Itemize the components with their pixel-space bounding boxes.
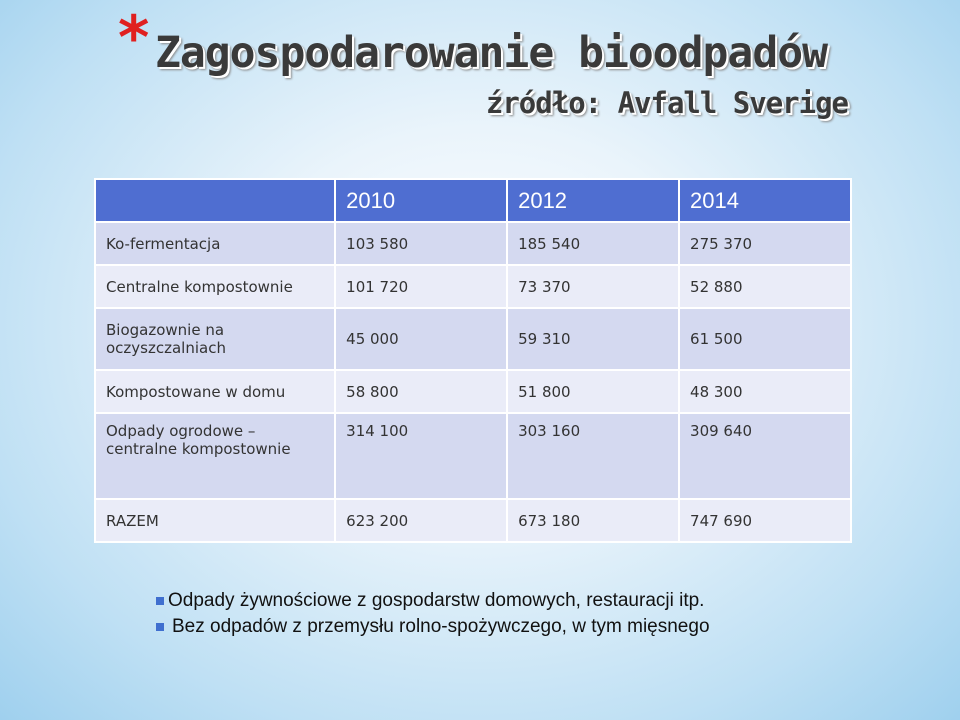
cell-value: 45 000 (335, 308, 507, 370)
table-header-row (95, 179, 851, 222)
cell-value: 747 690 (679, 499, 851, 542)
title-asterisk: * (118, 3, 150, 73)
cell-value: 48 300 (679, 370, 851, 413)
row-label: Biogazownie na oczyszczalniach (95, 308, 335, 370)
table-row (95, 308, 851, 370)
slide-title: Zagospodarowanie bioodpadów (155, 28, 827, 78)
footnote-item (156, 614, 710, 640)
cell-value: 303 160 (507, 413, 679, 499)
cell-value: 51 800 (507, 370, 679, 413)
table-row (95, 413, 851, 499)
cell-value: 52 880 (679, 265, 851, 308)
row-label: Odpady ogrodowe – centralne kompostownie (95, 413, 335, 499)
table-row (95, 370, 851, 413)
cell-value: 73 370 (507, 265, 679, 308)
table-row-total (95, 499, 851, 542)
footnote-text: Odpady żywnościowe z gospodarstw domowych, restauracji itp. (168, 590, 705, 611)
table-header-2012: 2012 (507, 179, 679, 222)
row-label: Centralne kompostownie (95, 265, 335, 308)
cell-value: 309 640 (679, 413, 851, 499)
table-header-2014: 2014 (679, 179, 851, 222)
data-table (94, 178, 852, 543)
cell-value: 58 800 (335, 370, 507, 413)
cell-value: 59 310 (507, 308, 679, 370)
footnote-text: Bez odpadów z przemysłu rolno-spożywczego, w tym mięsnego (172, 616, 710, 637)
footnotes (156, 588, 710, 640)
cell-value: 314 100 (335, 413, 507, 499)
cell-value: 673 180 (507, 499, 679, 542)
cell-value: 275 370 (679, 222, 851, 265)
slide-subtitle: źródło: Avfall Sverige (485, 86, 848, 120)
cell-value: 623 200 (335, 499, 507, 542)
table-row (95, 222, 851, 265)
cell-value: 61 500 (679, 308, 851, 370)
square-bullet-icon (156, 623, 164, 631)
square-bullet-icon (156, 597, 164, 605)
table-header-2010: 2010 (335, 179, 507, 222)
cell-value: 185 540 (507, 222, 679, 265)
row-label: RAZEM (95, 499, 335, 542)
cell-value: 103 580 (335, 222, 507, 265)
table-header-empty (95, 179, 335, 222)
cell-value: 101 720 (335, 265, 507, 308)
footnote-item (156, 588, 710, 614)
row-label: Ko-fermentacja (95, 222, 335, 265)
table-row (95, 265, 851, 308)
row-label: Kompostowane w domu (95, 370, 335, 413)
